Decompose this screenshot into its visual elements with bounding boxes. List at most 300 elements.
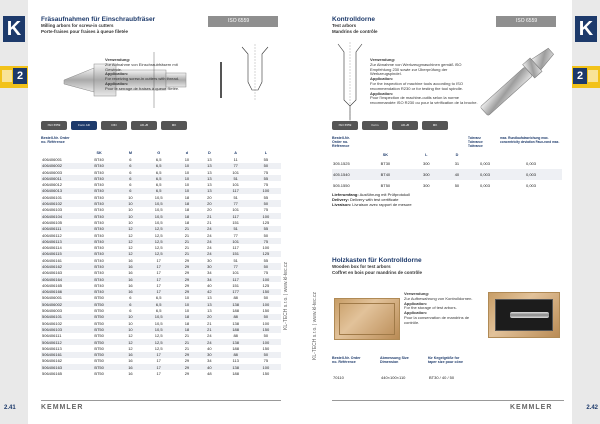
right-subtitle-fr: Mandrins de contrôle (332, 28, 378, 34)
table-cell: 16 (119, 289, 141, 295)
box-usage-fr-heading: Application: (404, 310, 428, 316)
order-number-cell: 506406101 (41, 314, 79, 320)
table-cell: 16 (119, 364, 141, 370)
table-cell: 12 (119, 226, 141, 232)
table-cell: 77 (221, 163, 251, 169)
order-number-cell: 406406105 (42, 219, 63, 225)
delivery-label-en: Delivery: (332, 197, 349, 202)
table-cell: 0,003 (500, 169, 562, 180)
table-cell: 50 (251, 163, 281, 169)
table-cell: 18 (176, 213, 198, 219)
table-cell: 21 (176, 226, 198, 232)
table-cell: 34 (198, 276, 220, 282)
table-cell: BT40 (94, 194, 104, 200)
table-cell: 188 (232, 308, 240, 314)
table-cell: 21 (207, 219, 212, 225)
usage-de-heading: Verwendung: (370, 57, 396, 62)
order-number-cell: 406406162 (41, 263, 79, 269)
table-cell: 29 (184, 282, 190, 288)
table-cell: 150 (251, 289, 281, 295)
table-cell: 151 (221, 251, 251, 257)
col-D: D (207, 151, 211, 156)
table-cell: BT40 (79, 200, 119, 206)
table-cell: 75 (263, 182, 269, 188)
col-m: M (128, 151, 132, 156)
table-cell: 6 (129, 295, 132, 301)
table-cell: 55 (251, 175, 281, 181)
table-cell: 6,5 (155, 295, 162, 301)
table-cell: 6,5 (155, 308, 162, 314)
box-usage-fr-text: Pour la conservation de mandrins de contrôle. (404, 314, 470, 325)
filter-chip[interactable]: MK (422, 121, 448, 130)
table-cell: 16 (119, 263, 141, 269)
order-number-cell: 406406164 (41, 276, 79, 282)
table-cell: BT40 (79, 213, 119, 219)
table-cell: 10,5 (154, 207, 163, 213)
table-cell: 24 (198, 226, 220, 232)
table-cell: 6,5 (155, 182, 162, 188)
table-cell: 300 (409, 169, 444, 180)
table-cell: 18 (176, 314, 198, 320)
order-number-cell: 506406102 (42, 320, 63, 326)
col-sk: SK (382, 153, 389, 158)
wooden-box-open-image (488, 292, 560, 338)
table-cell: 117 (232, 245, 239, 251)
table-cell: BT40 (94, 232, 104, 238)
table-cell: 20 (207, 207, 212, 213)
table-cell: 16 (119, 352, 141, 358)
table-cell: 188 (232, 371, 240, 377)
table-cell: 12,5 (154, 345, 163, 351)
table-cell: 77 (221, 263, 251, 269)
table-cell: 16 (128, 257, 133, 263)
table-cell: 6 (129, 169, 132, 175)
usage-en-heading: Application: (370, 76, 394, 82)
right-iso-badge: ISO 6559 (496, 16, 556, 27)
order-number-cell: 406406104 (41, 213, 79, 219)
right-subtitle-en: Test arbors (332, 23, 357, 28)
filter-chip[interactable]: MK (161, 121, 187, 130)
table-cell: 10 (119, 200, 141, 206)
table-cell: BT50 (79, 301, 119, 307)
table-cell: BT50 (79, 326, 119, 332)
table-cell: 150 (262, 371, 270, 377)
table-cell: BT40 (94, 207, 104, 213)
table-cell: 12,5 (142, 238, 176, 244)
table-cell: 17 (156, 257, 161, 263)
order-number-cell: 406406012 (42, 182, 63, 188)
table-cell: 10,5 (154, 320, 163, 326)
table-cell: 24 (207, 232, 212, 238)
table-cell: BT50 (79, 314, 119, 320)
table-cell: BT40 (79, 188, 119, 194)
table-cell: BT30 (380, 161, 391, 167)
left-page-title: Fräsaufnahmen für Einschraubfräser (41, 16, 156, 23)
table-row (332, 374, 482, 380)
table-cell: 0,003 (479, 161, 490, 167)
left-subtitle-en: Milling arbors for screw-in cutters (41, 23, 114, 28)
table-cell: 29 (184, 358, 190, 364)
table-cell: 100 (251, 339, 281, 345)
chapter-tab-left[interactable] (0, 66, 28, 88)
side-text-left: KL-TECH s.r.o. | www.kl-tec.cz (283, 262, 289, 330)
table-cell: 48 (207, 371, 212, 377)
table-cell: 30 (198, 352, 220, 358)
table-cell: 10 (184, 156, 190, 162)
right-product-table (332, 152, 562, 191)
table-cell: 10 (184, 308, 190, 314)
table-cell: 101 (232, 182, 240, 188)
table-cell: 18 (176, 326, 198, 332)
table-cell: 30 (198, 263, 220, 269)
table-cell: 13 (207, 182, 212, 188)
left-product-table (41, 150, 281, 377)
order-number-cell: 506406103 (41, 326, 79, 332)
kemmler-logo-left: K (3, 16, 25, 42)
table-cell: 12,5 (154, 333, 163, 339)
order-number-cell: 506406165 (42, 371, 63, 377)
table-cell: 40 (207, 345, 212, 351)
kemmler-logo-right: K (575, 16, 597, 42)
table-cell: BT40 (94, 270, 104, 276)
table-cell: 13 (198, 188, 220, 194)
table-row (41, 370, 281, 376)
table-cell: 12 (128, 345, 133, 351)
table-cell: BT40 (94, 245, 104, 251)
table-cell: 24 (207, 245, 212, 251)
table-cell: 101 (232, 270, 240, 276)
left-iso-badge: ISO 6559 (208, 16, 278, 27)
table-cell: 150 (262, 345, 270, 351)
left-subtitle-fr: Porte-fraises pour fraises à queue filetée (41, 28, 129, 34)
table-cell: 6,5 (142, 163, 176, 169)
order-number-cell: 406406013 (41, 188, 79, 194)
table-cell: BT40 (79, 251, 119, 257)
table-cell: 6 (119, 175, 141, 181)
table-cell: 6 (119, 188, 141, 194)
table-cell: 100 (251, 301, 281, 307)
table-cell: 21 (184, 232, 190, 238)
table-cell: 100 (262, 245, 270, 251)
order-number-cell: 406406114 (42, 245, 62, 251)
table-cell: 188 (221, 326, 251, 332)
table-cell: 10 (176, 175, 198, 181)
page-number-right: 2.42 (586, 405, 598, 411)
table-cell: 101 (232, 169, 240, 175)
table-cell: 17 (142, 364, 176, 370)
table-cell: 13 (198, 175, 220, 181)
table-cell: 29 (184, 257, 190, 263)
table-cell: 51 (221, 226, 251, 232)
table-cell: 77 (221, 200, 251, 206)
tool-icon (2, 70, 12, 82)
table-row (332, 180, 562, 191)
table-cell: 12 (128, 245, 133, 251)
table-cell: 31 (454, 161, 460, 167)
table-cell: 10 (128, 320, 133, 326)
order-number-cell: 406406163 (42, 270, 63, 276)
table-cell: 24 (207, 333, 212, 339)
table-cell: 21 (184, 333, 190, 339)
table-cell: 0,003 (470, 169, 500, 180)
table-cell: 29 (176, 364, 198, 370)
table-cell: 12,5 (142, 339, 176, 345)
table-cell: 75 (263, 169, 269, 175)
table-cell: 13 (207, 156, 212, 162)
table-cell: 17 (156, 358, 161, 364)
table-cell: 21 (176, 238, 198, 244)
filter-chip[interactable]: AD+B (392, 121, 418, 130)
table-cell: BT40 (94, 257, 104, 263)
order-number-cell: 506406162 (42, 358, 63, 364)
table-cell: 100 (251, 276, 281, 282)
table-cell: BT40 (79, 263, 119, 269)
table-cell: 10 (128, 207, 133, 213)
table-cell: 21 (207, 320, 212, 326)
table-cell: 20 (207, 194, 212, 200)
table-cell: 24 (198, 339, 220, 345)
box-usage-de-heading: Verwendung: (404, 291, 430, 296)
table-cell: 17 (156, 282, 161, 288)
table-cell: 10 (119, 213, 141, 219)
right-filter-bar (332, 121, 562, 130)
order-number-cell: 305.1525 (333, 161, 350, 167)
order-number-cell: 406406003 (42, 169, 63, 175)
table-cell: BT40 (94, 219, 104, 225)
table-cell: 21 (198, 326, 220, 332)
table-cell: 20 (198, 200, 220, 206)
table-cell: 10,5 (142, 326, 176, 332)
table-cell: 18 (184, 320, 190, 326)
table-cell: 0,003 (479, 183, 490, 189)
order-number-cell: 406406165 (42, 282, 63, 288)
table-cell: 55 (263, 257, 269, 263)
delivery-text-de: Ausführung mit Prüfprotokoll (359, 192, 411, 197)
table-cell: BT40 (79, 289, 119, 295)
table-cell: 138 (221, 339, 251, 345)
table-cell: 16 (128, 282, 133, 288)
table-cell: 12 (128, 333, 133, 339)
chapter-tab-right[interactable] (572, 66, 600, 88)
delivery-text-en: Delivery with test certificate (350, 197, 399, 202)
table-cell: 11 (233, 156, 238, 162)
table-row (332, 169, 562, 180)
table-cell: 12 (119, 238, 141, 244)
right-usage-block (370, 58, 480, 106)
usage-en-text: For receiving screw-in cutters with thread. (105, 76, 180, 82)
usage-fr-text: Pour l'inspection de machine-outils selon la norme recommandée ISO R230 ou pour la vérification de la broche. (370, 95, 478, 106)
table-cell: 150 (251, 326, 281, 332)
table-cell: 10 (176, 188, 198, 194)
table-cell: 40 (444, 169, 470, 180)
filter-chip[interactable]: AD+B (131, 121, 157, 130)
table-cell: 10 (184, 182, 190, 188)
table-cell: 151 (232, 219, 240, 225)
table-cell: 10 (176, 163, 198, 169)
table-cell: 10,5 (154, 219, 163, 225)
table-cell: 16 (128, 270, 133, 276)
usage-de-heading: Verwendung: (105, 57, 131, 62)
table-row (332, 158, 562, 169)
table-cell: 12,5 (142, 226, 176, 232)
table-cell: 17 (142, 263, 176, 269)
table-cell: 24 (198, 238, 220, 244)
table-cell: 12,5 (154, 245, 163, 251)
box-usage-de-text: Zur Aufbewahrung von Kontrolldornen. (404, 295, 473, 301)
table-cell: BT40 (94, 169, 104, 175)
table-cell: 18 (184, 207, 190, 213)
order-number-cell: 406406103 (42, 207, 63, 213)
table-cell: 13 (198, 163, 220, 169)
table-cell: 29 (176, 289, 198, 295)
right-table-order-header: Bestell-Nr. Order no. Référence (332, 136, 350, 149)
table-cell: BT50 (94, 308, 104, 314)
table-cell: BT40 (79, 238, 119, 244)
box-usage-block (404, 292, 484, 326)
right-margin-strip (572, 0, 600, 424)
table-cell: 113 (232, 358, 239, 364)
tool-icon (588, 70, 598, 82)
table-cell: 12 (119, 339, 141, 345)
table-cell: 51 (233, 194, 238, 200)
right-page-title: Kontrolldorne (332, 16, 375, 23)
table-cell: 29 (176, 352, 198, 358)
box-foam-insert (495, 299, 553, 331)
table-cell: 40 (198, 364, 220, 370)
table-cell: 42 (198, 289, 220, 295)
table-cell: BT40 (94, 282, 104, 288)
filter-chip[interactable]: ISO 6559 (41, 121, 67, 130)
box-table-order-header: Bestell-Nr. Order no. Référence (332, 356, 361, 365)
usage-de-text: Zur Aufnahme von Einschraubfräsern mit Gewinde. (105, 61, 178, 72)
table-cell: 20 (198, 314, 220, 320)
table-cell: 17 (142, 352, 176, 358)
table-cell: 88 (233, 295, 238, 301)
table-cell: BT40 (94, 182, 104, 188)
table-cell: 13 (207, 169, 212, 175)
table-cell: 21 (198, 213, 220, 219)
order-number-cell: 406406113 (41, 238, 79, 244)
table-cell: 29 (176, 263, 198, 269)
table-cell: 6 (129, 182, 132, 188)
table-cell: 16 (128, 371, 133, 377)
table-cell: 29 (184, 371, 190, 377)
table-cell: 101 (221, 238, 251, 244)
table-cell: BT40 (79, 163, 119, 169)
table-cell: BT50 (94, 333, 104, 339)
left-margin-strip (0, 0, 28, 424)
order-number-cell: 506406003 (42, 308, 63, 314)
table-cell: 40 (207, 282, 212, 288)
right-table-runout-header: max. Rundlaufabweichung max. concentricity deviation Faux-rond max. (500, 136, 560, 145)
order-number-cell: 406406101 (42, 194, 63, 200)
arbor-in-box (510, 312, 549, 318)
footer-rule-right (332, 400, 564, 401)
col-sk: SK (96, 151, 102, 156)
filter-chip[interactable]: DIN (101, 121, 127, 130)
order-number-cell: 406406161 (42, 257, 63, 263)
chapter-number: 2 (13, 68, 27, 84)
table-cell: 34 (207, 270, 212, 276)
table-cell: BT50 (94, 320, 104, 326)
table-cell: 50 (251, 314, 281, 320)
box-table (332, 374, 482, 380)
table-cell: 12,5 (142, 251, 176, 257)
table-cell: 10 (184, 295, 190, 301)
box-size-cell: 440×100×110 (381, 374, 406, 380)
table-cell: 16 (128, 358, 133, 364)
table-cell: 6,5 (155, 169, 162, 175)
table-cell: 88 (221, 314, 251, 320)
table-cell: BT50 (94, 358, 104, 364)
box-table-size-header: Abmessung Size Dimension (380, 356, 409, 365)
delivery-text-fr: Livraison avec rapport de mesure (352, 202, 412, 207)
side-text-right: KL-TECH s.r.o. | www.kl-tec.cz (312, 292, 318, 360)
table-cell: 50 (251, 352, 281, 358)
table-cell: 125 (262, 219, 270, 225)
table-cell: 10,5 (142, 314, 176, 320)
order-number-cell: 505.1550 (333, 183, 350, 189)
order-number-cell: 406406001 (42, 156, 63, 162)
col-l: L (425, 153, 428, 158)
table-cell: 55 (263, 194, 269, 200)
test-arbor-drawing (332, 40, 368, 124)
order-number-cell: 506406111 (42, 333, 62, 339)
table-cell: 17 (142, 289, 176, 295)
order-number-cell: 506406113 (42, 345, 62, 351)
box-subtitle-en: Wooden box for test arbors (332, 264, 391, 269)
table-cell: 6 (129, 308, 132, 314)
order-number-cell: 506406112 (41, 339, 79, 345)
footer-brand-right: KEMMLER (510, 404, 553, 411)
table-cell: 51 (221, 175, 251, 181)
delivery-block (332, 192, 562, 207)
table-cell: BT40 (94, 156, 104, 162)
box-subtitle-fr: Coffret en bois pour mandrins de contrôle (332, 269, 423, 275)
table-cell: 10 (176, 301, 198, 307)
table-cell: 10 (184, 169, 190, 175)
table-cell: 88 (233, 333, 238, 339)
table-cell: 30 (207, 257, 212, 263)
filter-chip[interactable]: Form AD (71, 121, 97, 130)
table-cell: 6 (129, 156, 132, 162)
order-number-cell: 406406115 (41, 251, 79, 257)
usage-en-text: For the inspection of machine tools according to ISO recommendation R230 or for testing the tool spindle. (370, 80, 463, 91)
table-cell: 300 (422, 161, 430, 167)
table-cell: 6,5 (142, 188, 176, 194)
table-cell: 34 (207, 358, 212, 364)
table-cell: 151 (232, 282, 240, 288)
table-cell: 150 (262, 308, 270, 314)
order-number-cell: 406406102 (41, 200, 79, 206)
table-cell: 10,5 (142, 213, 176, 219)
table-cell: 75 (263, 207, 269, 213)
box-lid-frame (339, 303, 395, 335)
box-taper-cell: BT30 / 40 / 50 (429, 374, 455, 380)
footer-brand-left: KEMMLER (41, 404, 84, 411)
table-cell: 138 (221, 364, 251, 370)
filter-chip[interactable]: ISO 6559 (332, 121, 358, 130)
table-cell: BT50 (94, 295, 104, 301)
table-cell: 300 (422, 183, 430, 189)
table-cell: 16 (119, 276, 141, 282)
table-cell: 21 (184, 345, 190, 351)
table-cell: 10 (128, 219, 133, 225)
usage-en-heading: Application: (105, 71, 129, 77)
table-cell: 138 (232, 320, 240, 326)
filter-chip[interactable]: Form (362, 121, 388, 130)
footer-rule-left (41, 400, 281, 401)
